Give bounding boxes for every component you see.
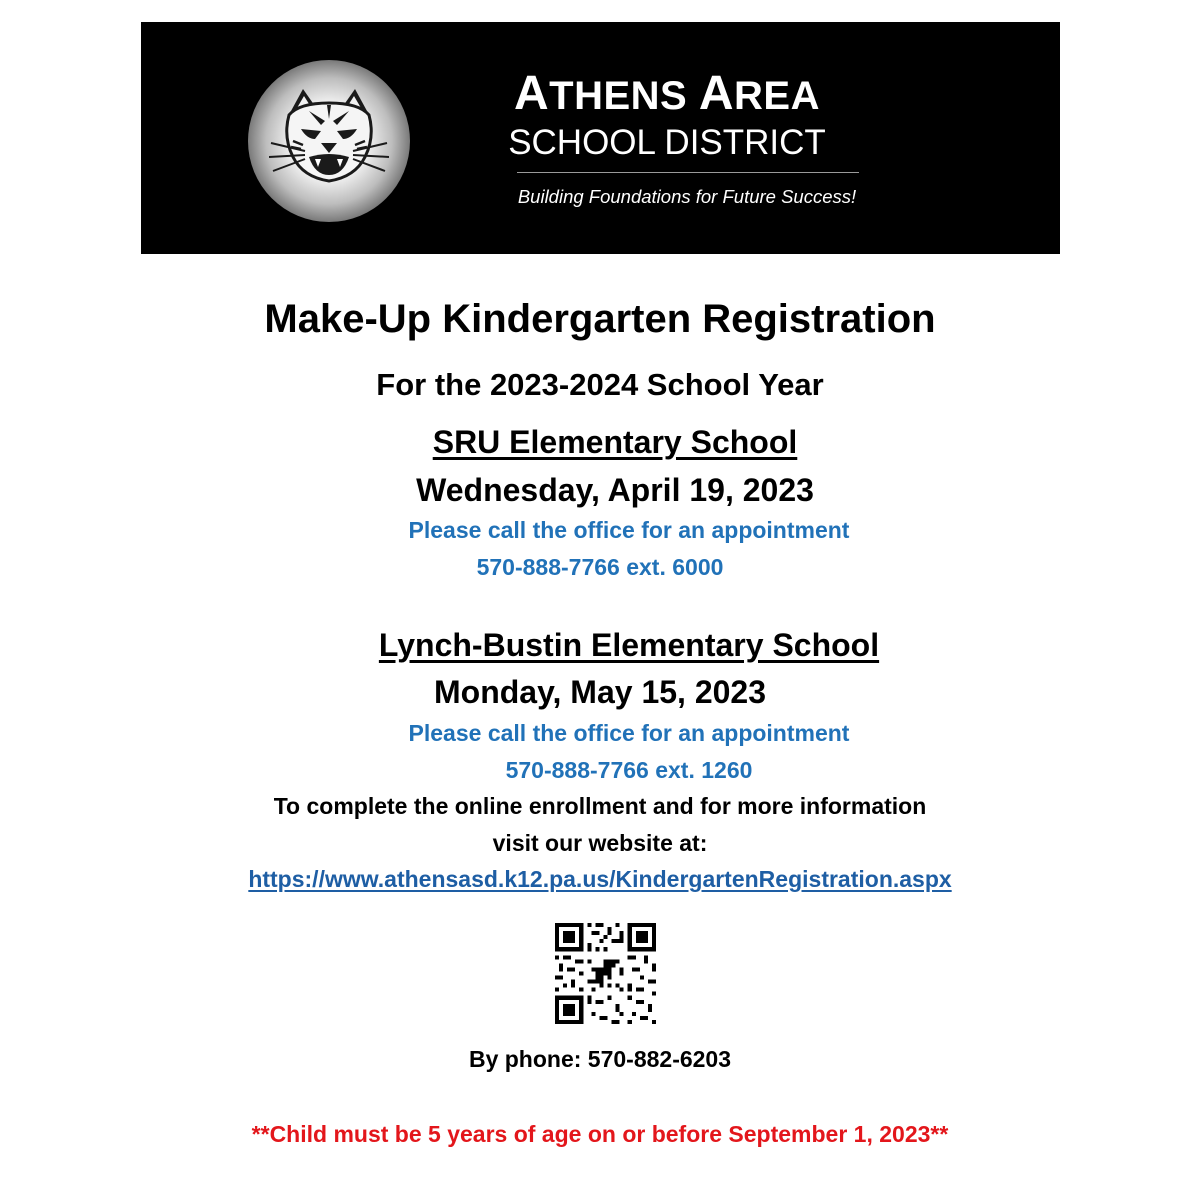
school-2-date: Monday, May 15, 2023 <box>434 674 766 710</box>
district-tagline: Building Foundations for Future Success! <box>517 186 857 207</box>
wildcat-mascot-icon <box>248 60 410 222</box>
district-name-rest-1: THENS <box>549 74 699 118</box>
online-info-line-1: To complete the online enrollment and for more information <box>273 793 927 819</box>
school-1-phone: 570-888-7766 ext. 6000 <box>476 554 724 580</box>
school-2-note: Please call the office for an appointment <box>408 720 850 746</box>
district-subtitle: SCHOOL DISTRICT <box>508 123 826 162</box>
school-1-name: SRU Elementary School <box>432 424 798 460</box>
header-banner <box>141 22 1060 254</box>
online-info-line-2: visit our website at: <box>492 830 708 856</box>
school-year: For the 2023-2024 School Year <box>376 367 824 402</box>
age-requirement-notice: **Child must be 5 years of age on or before September 1, 2023** <box>251 1121 949 1147</box>
qr-code-icon[interactable] <box>555 923 656 1024</box>
school-2-name: Lynch-Bustin Elementary School <box>378 627 880 663</box>
school-2-phone: 570-888-7766 ext. 1260 <box>505 757 753 783</box>
district-name <box>487 67 847 120</box>
phone-contact: By phone: 570-882-6203 <box>468 1046 732 1072</box>
banner-divider <box>517 172 859 173</box>
district-name-initial-2: A <box>698 67 735 120</box>
school-1-note: Please call the office for an appointment <box>408 517 850 543</box>
district-name-rest-2: REA <box>734 74 820 118</box>
district-name-initial-1: A <box>514 67 550 120</box>
registration-link[interactable]: https://www.athensasd.k12.pa.us/KindergartenRegistration.aspx <box>248 866 952 892</box>
page-title: Make-Up Kindergarten Registration <box>264 297 936 341</box>
school-1-date: Wednesday, April 19, 2023 <box>416 472 814 508</box>
